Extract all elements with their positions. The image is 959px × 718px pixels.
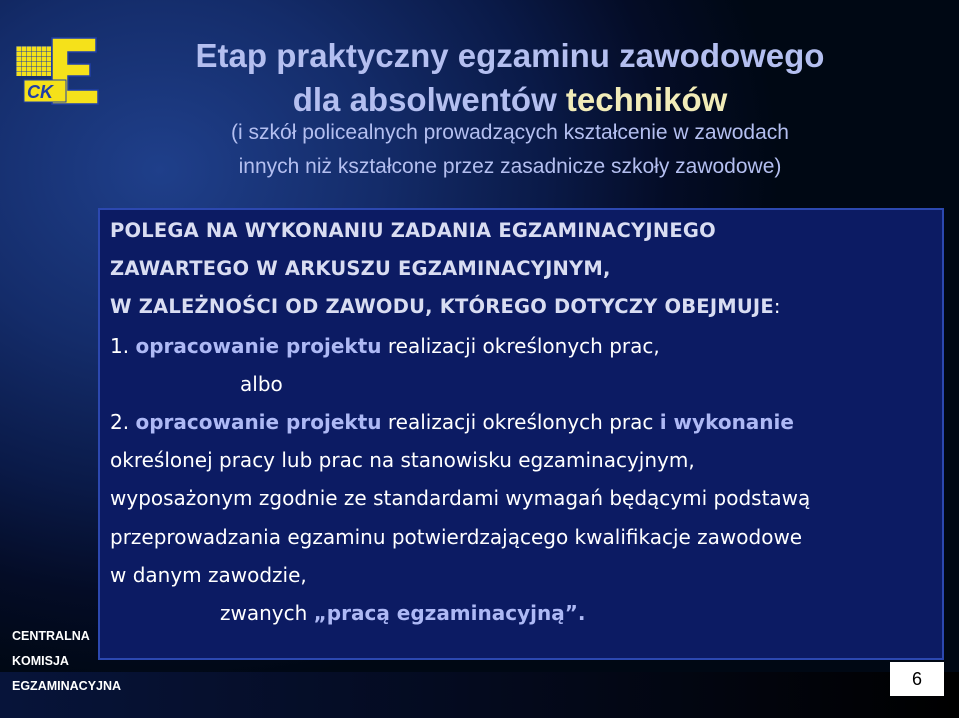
- title-accent: techników: [565, 81, 728, 118]
- title-line-1: Etap praktyczny egzaminu zawodowego: [195, 37, 825, 74]
- caps-line-3-colon: :: [773, 295, 781, 319]
- caps-line-3-text: W ZALEŻNOŚCI OD ZAWODU, KTÓREGO DOTYCZY OBEJMUJE: [110, 295, 774, 319]
- called-term: „pracą egzaminacyjną”.: [313, 600, 586, 625]
- item-1-text: realizacji określonych prac,: [381, 333, 660, 358]
- footer-centralna: CENTRALNA: [12, 629, 90, 643]
- title-line-2-prefix: dla absolwentów: [292, 81, 566, 118]
- or-separator: albo: [240, 371, 283, 396]
- item-2-line-3: wyposażonym zgodnie ze standardami wymagań będącymi podstawą: [110, 486, 811, 511]
- subtitle-line-2: innych niż kształcone przez zasadnicze szkoły zawodowe): [238, 155, 782, 178]
- page-number: 6: [890, 662, 944, 696]
- bottom-strip: [0, 672, 959, 718]
- list-item-2: [110, 403, 940, 441]
- list-item-1: [110, 327, 940, 365]
- item-1-highlight: opracowanie projektu: [135, 333, 382, 358]
- called-prefix: zwanych: [220, 600, 314, 625]
- item-2-line-5: w danym zawodzie,: [110, 562, 307, 587]
- cke-logo-icon: [16, 36, 102, 108]
- item-2-highlight-2: i wykonanie: [659, 409, 794, 434]
- caps-line-2: ZAWARTEGO W ARKUSZU EGZAMINACYJNYM,: [110, 257, 611, 281]
- svg-text:CK: CK: [27, 82, 53, 102]
- item-2-highlight: opracowanie projektu: [135, 409, 382, 434]
- caps-line-3: [110, 288, 940, 326]
- item-2-line-2: określonej pracy lub prac na stanowisku egzaminacyjnym,: [110, 448, 695, 473]
- content-text: [110, 212, 940, 632]
- item-2-line-4: przeprowadzania egzaminu potwierdzającego kwalifikacje zawodowe: [110, 524, 803, 549]
- item-1-number: 1.: [110, 333, 136, 358]
- footer-komisja: KOMISJA: [12, 654, 69, 668]
- caps-line-1: POLEGA NA WYKONANIU ZADANIA EGZAMINACYJNEGO: [110, 219, 716, 242]
- item-2-number: 2.: [110, 409, 136, 434]
- called-line: [110, 594, 940, 632]
- subtitle-line-1: (i szkół policealnych prowadzących kształcenie w zawodach: [231, 121, 789, 144]
- item-2-text: realizacji określonych prac: [381, 409, 660, 434]
- footer-egzaminacyjna: EGZAMINACYJNA: [12, 679, 122, 693]
